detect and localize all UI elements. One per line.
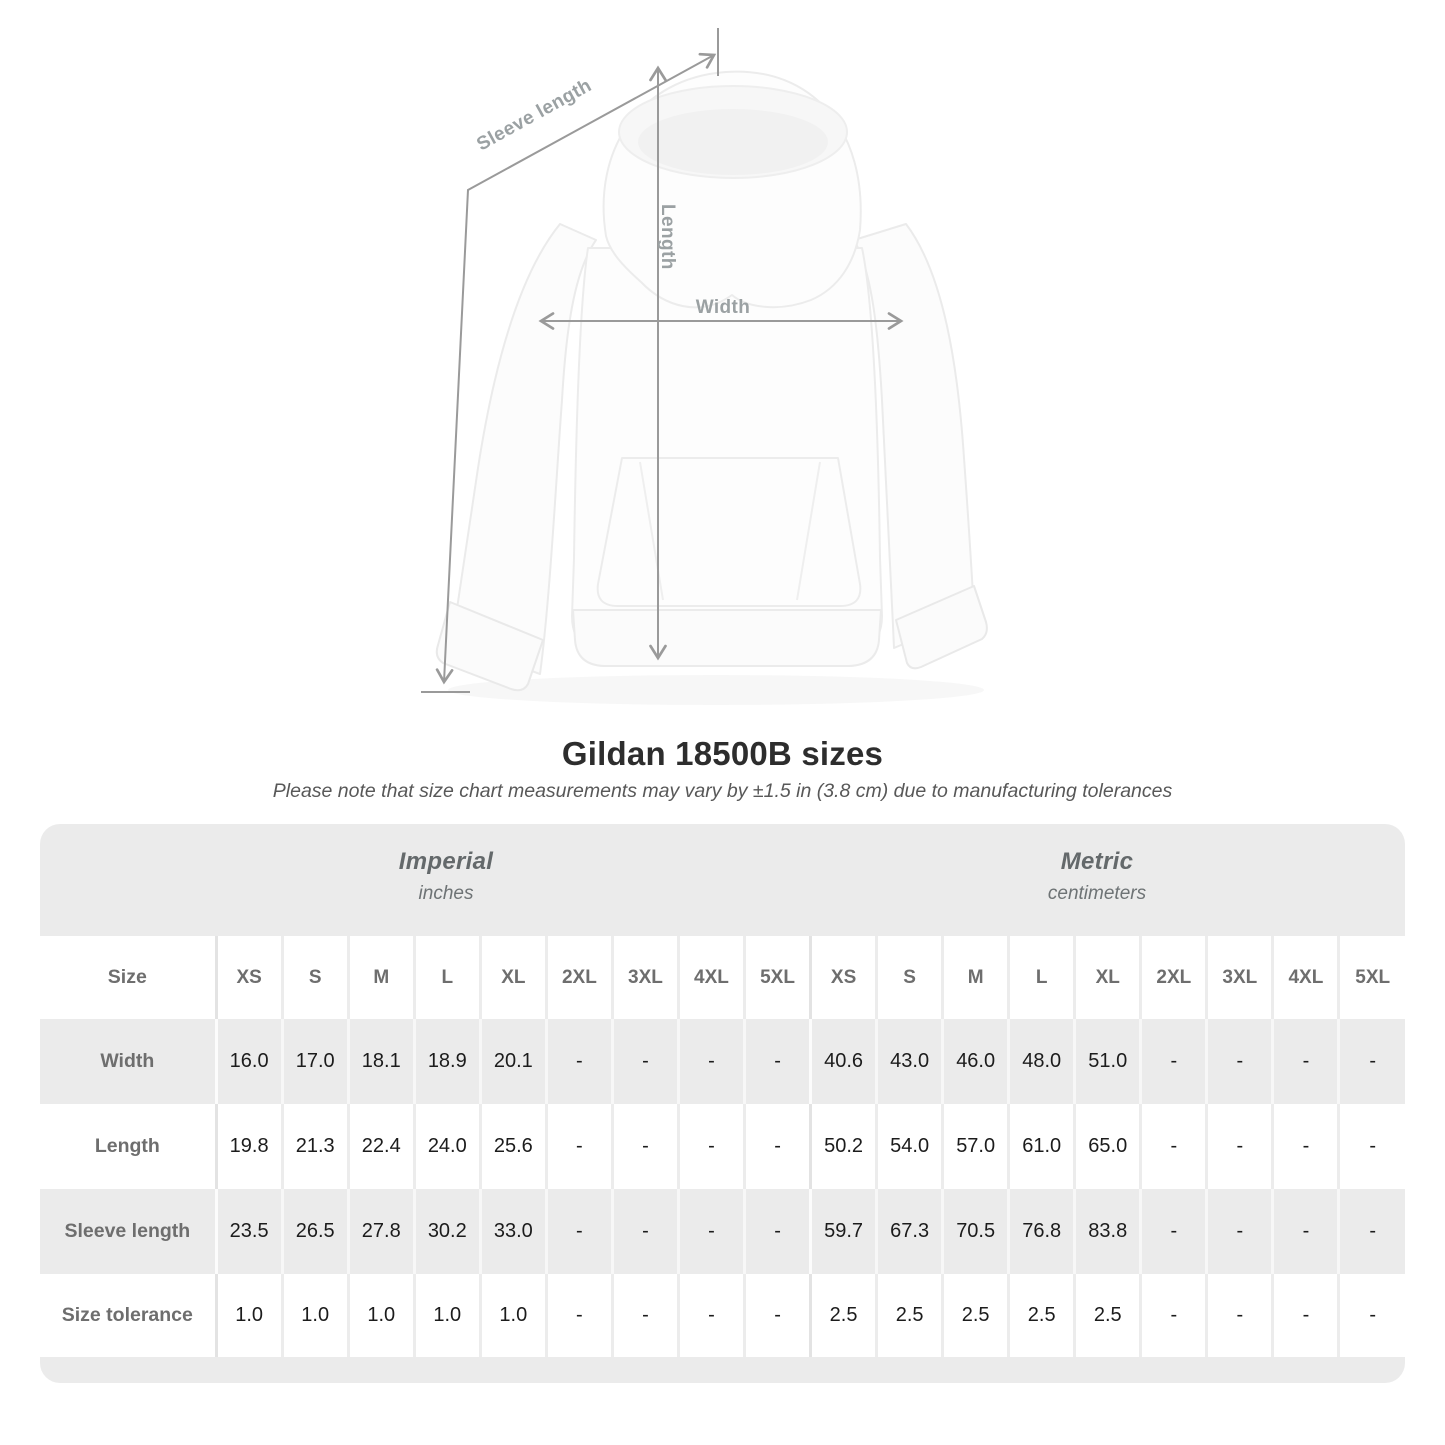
size-column-header-imperial: L <box>414 936 480 1019</box>
size-header-row <box>40 936 1405 1019</box>
metric-value-cell: - <box>1273 1274 1339 1357</box>
imperial-value-cell: - <box>745 1019 811 1104</box>
imperial-value-cell: - <box>612 1104 678 1189</box>
metric-value-cell: 59.7 <box>811 1189 877 1274</box>
metric-label: Metric <box>1060 848 1134 875</box>
table-row <box>40 1189 1405 1274</box>
metric-value-cell: 83.8 <box>1075 1189 1141 1274</box>
width-label: Width <box>695 297 751 318</box>
imperial-value-cell: - <box>546 1189 612 1274</box>
imperial-value-cell: - <box>745 1189 811 1274</box>
metric-value-cell: - <box>1273 1189 1339 1274</box>
metric-value-cell: - <box>1339 1189 1405 1274</box>
imperial-value-cell: 18.1 <box>348 1019 414 1104</box>
sleeve-length-label: Sleeve length <box>473 75 596 156</box>
metric-value-cell: 46.0 <box>943 1019 1009 1104</box>
page-title: Gildan 18500B sizes <box>561 735 884 772</box>
imperial-value-cell: 1.0 <box>348 1274 414 1357</box>
size-table <box>40 936 1405 1357</box>
metric-value-cell: - <box>1207 1019 1273 1104</box>
imperial-value-cell: - <box>546 1274 612 1357</box>
metric-value-cell: - <box>1141 1104 1207 1189</box>
imperial-value-cell: - <box>745 1104 811 1189</box>
metric-value-cell: - <box>1141 1189 1207 1274</box>
imperial-value-cell: 21.3 <box>282 1104 348 1189</box>
metric-value-cell: 67.3 <box>877 1189 943 1274</box>
metric-value-cell: 48.0 <box>1009 1019 1075 1104</box>
size-column-header-imperial: 3XL <box>612 936 678 1019</box>
imperial-value-cell: 1.0 <box>480 1274 546 1357</box>
metric-value-cell: 2.5 <box>1009 1274 1075 1357</box>
metric-value-cell: 54.0 <box>877 1104 943 1189</box>
metric-value-cell: - <box>1141 1019 1207 1104</box>
metric-value-cell: 65.0 <box>1075 1104 1141 1189</box>
size-header-cell: Size <box>107 966 147 988</box>
imperial-value-cell: 1.0 <box>216 1274 282 1357</box>
size-table-body <box>40 1019 1405 1357</box>
imperial-value-cell: 18.9 <box>414 1019 480 1104</box>
metric-value-cell: 2.5 <box>1075 1274 1141 1357</box>
metric-value-cell: 2.5 <box>877 1274 943 1357</box>
hoodie-image <box>437 72 987 705</box>
size-column-header-imperial: 2XL <box>546 936 612 1019</box>
size-column-header-imperial: S <box>282 936 348 1019</box>
metric-value-cell: 43.0 <box>877 1019 943 1104</box>
page-subtitle: Please note that size chart measurements may vary by ±1.5 in (3.8 cm) due to manufacturing tolerances <box>272 780 1173 802</box>
imperial-value-cell: 19.8 <box>216 1104 282 1189</box>
imperial-value-cell: - <box>612 1274 678 1357</box>
metric-value-cell: 57.0 <box>943 1104 1009 1189</box>
size-column-header-metric: 5XL <box>1339 936 1405 1019</box>
imperial-value-cell: - <box>678 1274 744 1357</box>
imperial-value-cell: - <box>612 1189 678 1274</box>
table-row <box>40 1104 1405 1189</box>
metric-value-cell: - <box>1207 1104 1273 1189</box>
imperial-value-cell: 16.0 <box>216 1019 282 1104</box>
imperial-value-cell: 24.0 <box>414 1104 480 1189</box>
size-column-header-metric: 3XL <box>1207 936 1273 1019</box>
row-label: Size tolerance <box>61 1304 193 1326</box>
imperial-value-cell: - <box>612 1019 678 1104</box>
metric-value-cell: - <box>1207 1189 1273 1274</box>
imperial-value-cell: 1.0 <box>414 1274 480 1357</box>
metric-value-cell: 2.5 <box>943 1274 1009 1357</box>
size-column-header-imperial: 4XL <box>678 936 744 1019</box>
imperial-sublabel: inches <box>418 883 474 904</box>
table-row <box>40 1019 1405 1104</box>
row-label: Length <box>94 1135 160 1157</box>
imperial-value-cell: - <box>546 1019 612 1104</box>
imperial-unit-group <box>399 848 493 905</box>
size-column-header-metric: L <box>1009 936 1075 1019</box>
row-label: Width <box>100 1050 155 1072</box>
size-chart <box>40 824 1405 1383</box>
imperial-value-cell: - <box>678 1189 744 1274</box>
metric-value-cell: - <box>1207 1274 1273 1357</box>
imperial-value-cell: 30.2 <box>414 1189 480 1274</box>
imperial-value-cell: 26.5 <box>282 1189 348 1274</box>
imperial-value-cell: 22.4 <box>348 1104 414 1189</box>
unit-header-band <box>40 824 1405 936</box>
length-label: Length <box>657 204 678 270</box>
size-column-header-metric: XL <box>1075 936 1141 1019</box>
metric-value-cell: 50.2 <box>811 1104 877 1189</box>
metric-sublabel: centimeters <box>1047 883 1147 904</box>
table-row <box>40 1274 1405 1357</box>
table-footer-band <box>40 1357 1405 1383</box>
size-column-header-imperial: XS <box>216 936 282 1019</box>
metric-value-cell: - <box>1141 1274 1207 1357</box>
imperial-value-cell: 1.0 <box>282 1274 348 1357</box>
size-column-header-metric: 4XL <box>1273 936 1339 1019</box>
metric-value-cell: 70.5 <box>943 1189 1009 1274</box>
metric-value-cell: - <box>1339 1019 1405 1104</box>
imperial-value-cell: 33.0 <box>480 1189 546 1274</box>
imperial-value-cell: 23.5 <box>216 1189 282 1274</box>
size-column-header-metric: S <box>877 936 943 1019</box>
title-block <box>0 735 1445 803</box>
metric-value-cell: 2.5 <box>811 1274 877 1357</box>
size-column-header-imperial: 5XL <box>745 936 811 1019</box>
size-column-header-metric: 2XL <box>1141 936 1207 1019</box>
metric-value-cell: 61.0 <box>1009 1104 1075 1189</box>
imperial-value-cell: - <box>546 1104 612 1189</box>
size-column-header-metric: XS <box>811 936 877 1019</box>
row-label: Sleeve length <box>64 1220 191 1242</box>
imperial-value-cell: - <box>678 1104 744 1189</box>
imperial-value-cell: - <box>678 1019 744 1104</box>
metric-value-cell: - <box>1273 1019 1339 1104</box>
metric-value-cell: - <box>1273 1104 1339 1189</box>
imperial-value-cell: - <box>745 1274 811 1357</box>
size-column-header-imperial: XL <box>480 936 546 1019</box>
metric-unit-group <box>1048 848 1146 905</box>
imperial-value-cell: 20.1 <box>480 1019 546 1104</box>
metric-value-cell: 76.8 <box>1009 1189 1075 1274</box>
imperial-value-cell: 17.0 <box>282 1019 348 1104</box>
metric-value-cell: 40.6 <box>811 1019 877 1104</box>
size-column-header-metric: M <box>943 936 1009 1019</box>
imperial-value-cell: 25.6 <box>480 1104 546 1189</box>
size-column-header-imperial: M <box>348 936 414 1019</box>
imperial-value-cell: 27.8 <box>348 1189 414 1274</box>
metric-value-cell: - <box>1339 1274 1405 1357</box>
metric-value-cell: 51.0 <box>1075 1019 1141 1104</box>
imperial-label: Imperial <box>398 848 494 875</box>
metric-value-cell: - <box>1339 1104 1405 1189</box>
